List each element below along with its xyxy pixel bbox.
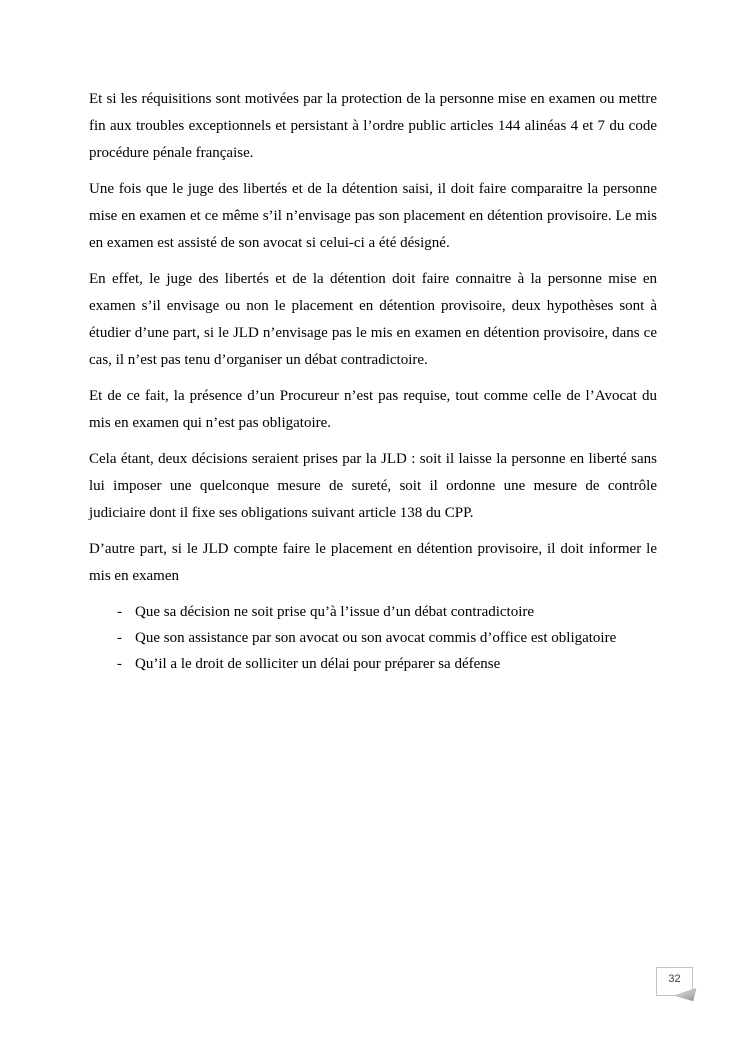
list-item-text: Qu’il a le droit de solliciter un délai pour préparer sa défense (135, 656, 501, 672)
list-item (89, 651, 657, 677)
dash-marker: - (117, 656, 122, 672)
paragraph: Et si les réquisitions sont motivées par la protection de la personne mise en examen ou mettre fin aux troubles exceptionnels et persistant à l’ordre public articles 144 alinéas 4 et 7 du code procédure pénale française. (89, 91, 657, 161)
dash-marker: - (117, 630, 122, 646)
document-body (89, 86, 657, 677)
page-number: 32 (668, 973, 681, 985)
dash-marker: - (117, 604, 122, 620)
list-item-text: Que son assistance par son avocat ou son avocat commis d’office est obligatoire (135, 630, 617, 646)
paragraph: Et de ce fait, la présence d’un Procureur n’est pas requise, tout comme celle de l’Avocat du mis en examen qui n’est pas obligatoire. (89, 388, 657, 431)
paragraph: D’autre part, si le JLD compte faire le placement en détention provisoire, il doit informer le mis en examen (89, 541, 657, 584)
bullet-list (89, 599, 657, 677)
paragraph: En effet, le juge des libertés et de la détention doit faire connaitre à la personne mise en examen s’il envisage ou non le placement en détention provisoire, deux hypothèses sont à étudier d’une part, si le JLD n’envisage pas le mis en examen en détention provisoire, dans ce cas, il n’est pas tenu d’organiser un débat contradictoire. (89, 271, 657, 368)
paragraph: Une fois que le juge des libertés et de la détention saisi, il doit faire comparaitre la personne mise en examen et ce même s’il n’envisage pas son placement en détention provisoire. Le mis en examen est assisté de son avocat si celui-ci a été désigné. (89, 181, 657, 251)
list-item (89, 625, 657, 651)
list-item (89, 599, 657, 625)
page-number-badge (656, 967, 702, 1005)
list-item-text: Que sa décision ne soit prise qu’à l’issue d’un débat contradictoire (135, 604, 535, 620)
paragraph: Cela étant, deux décisions seraient prises par la JLD : soit il laisse la personne en liberté sans lui imposer une quelconque mesure de sureté, soit il ordonne une mesure de contrôle judiciaire dont il fixe ses obligations suivant article 138 du CPP. (89, 451, 657, 521)
